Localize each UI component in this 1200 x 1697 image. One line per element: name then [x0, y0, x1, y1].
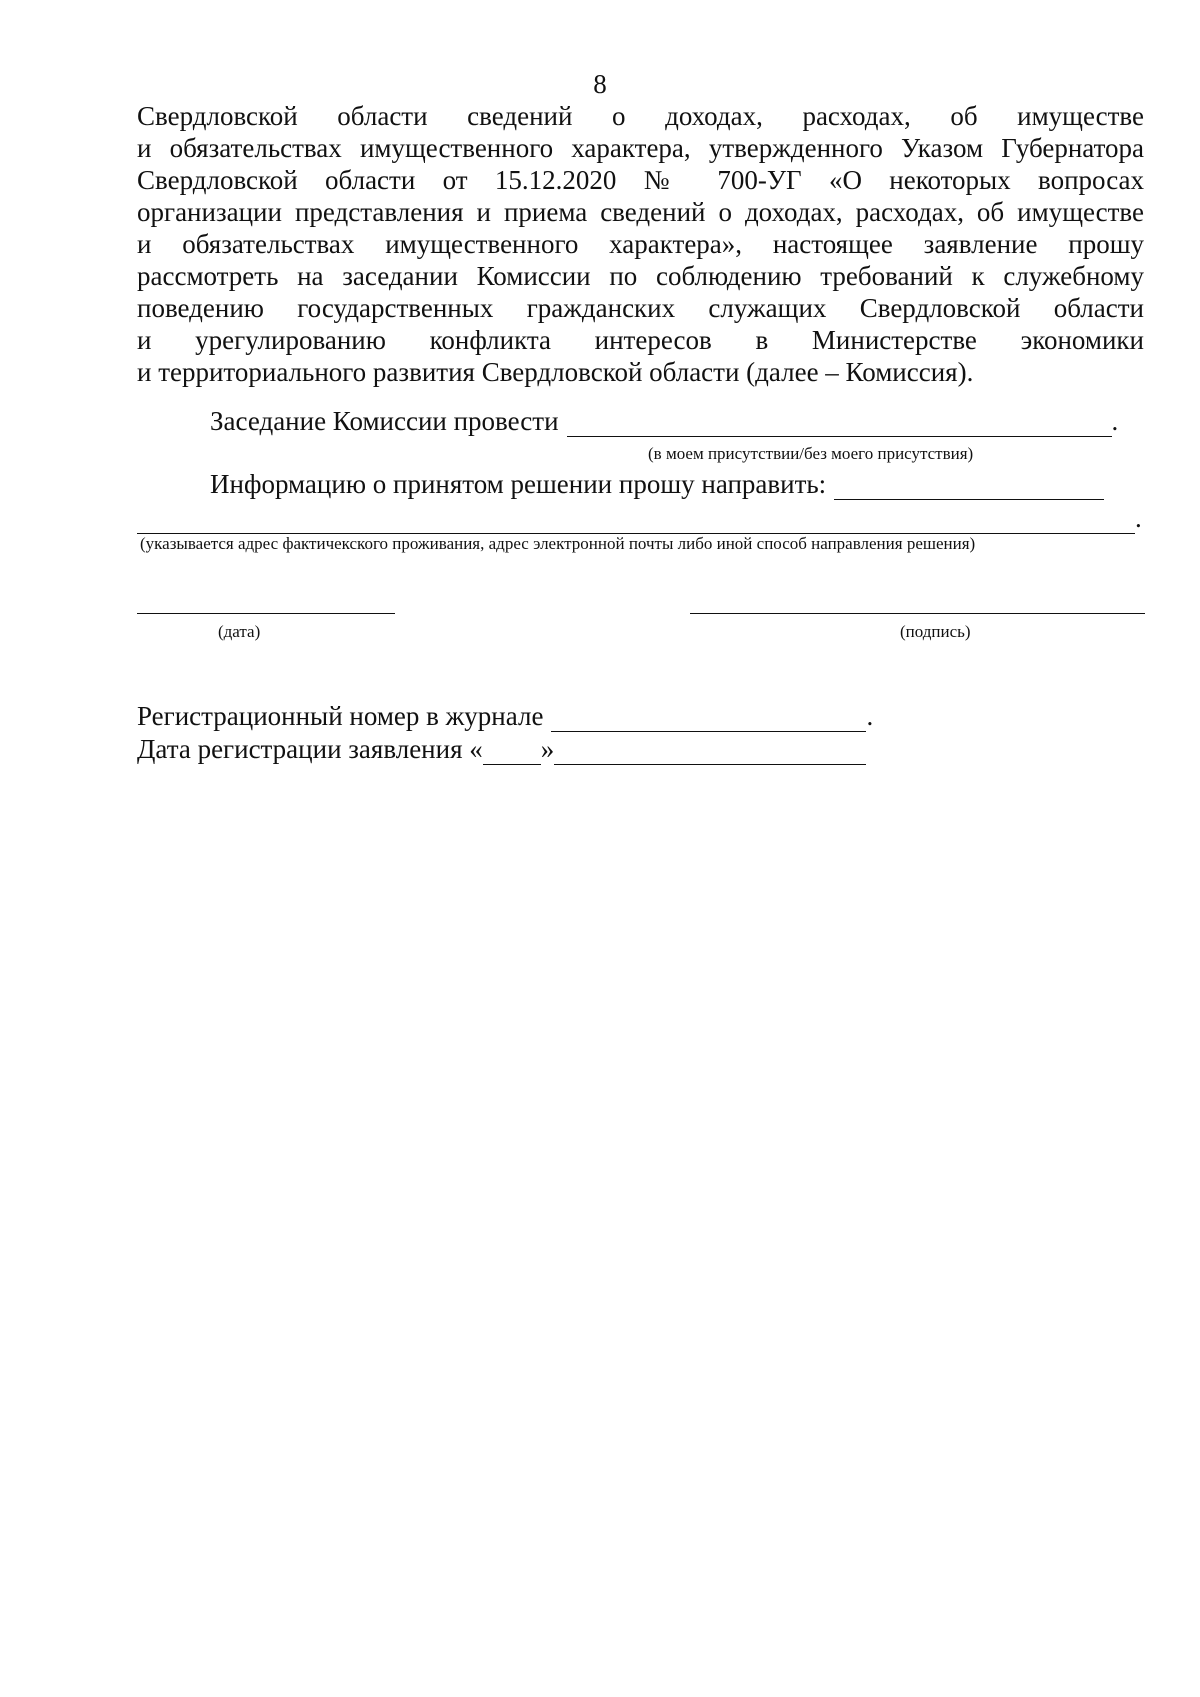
paragraph-line: Свердловской области от 15.12.2020 № 700-УГ «О некоторых вопросах [137, 165, 1144, 195]
registration-day-input[interactable] [483, 740, 541, 765]
registration-number-end-mark: . [866, 701, 874, 731]
meeting-mode-input[interactable] [567, 412, 1112, 437]
paragraph-line: поведению государственных гражданских служащих Свердловской области [137, 293, 1144, 323]
info-address-input[interactable] [834, 475, 1104, 500]
signature-caption: (подпись) [900, 622, 971, 641]
statement-paragraph [137, 100, 1144, 388]
paragraph-line: и урегулированию конфликта интересов в Министерстве экономики [137, 325, 1144, 355]
signature-input-line[interactable] [690, 613, 1145, 614]
paragraph-line: рассмотреть на заседании Комиссии по соблюдению требований к служебному [137, 261, 1144, 291]
info-field [210, 468, 1104, 500]
meeting-hint: (в моем присутствии/без моего присутствия) [648, 444, 974, 463]
paragraph-line: и обязательствах имущественного характера, утвержденного Указом Губернатора [137, 133, 1144, 163]
paragraph-line: и обязательствах имущественного характера», настоящее заявление прошу [137, 229, 1144, 259]
info-field-continued [137, 502, 1142, 534]
info-hint: (указывается адрес фактичекского проживания, адрес электронной почты либо иной способ направления решения) [140, 534, 976, 553]
registration-date-label: Дата регистрации заявления « [137, 734, 483, 764]
registration-number-label: Регистрационный номер в журнале [137, 701, 544, 731]
registration-number-field [137, 700, 873, 732]
paragraph-line: организации представления и приема сведений о доходах, расходах, об имуществе [137, 197, 1144, 227]
registration-date-field [137, 733, 866, 765]
registration-date-close-quote: » [540, 734, 555, 764]
meeting-end-mark: . [1111, 406, 1119, 436]
meeting-field [210, 405, 1118, 437]
info-address-input-line2[interactable] [137, 509, 1135, 534]
registration-number-input[interactable] [551, 707, 866, 732]
page-number: 8 [593, 69, 607, 99]
date-caption: (дата) [218, 622, 261, 641]
paragraph-line: и территориального развития Свердловской области (далее – Комиссия). [137, 357, 974, 387]
date-input-line[interactable] [137, 613, 395, 614]
info-end-mark: . [1135, 503, 1142, 533]
registration-month-year-input[interactable] [554, 740, 866, 765]
meeting-label: Заседание Комиссии провести [210, 406, 559, 436]
info-label: Информацию о принятом решении прошу направить: [210, 469, 827, 499]
paragraph-line: Свердловской области сведений о доходах, расходах, об имуществе [137, 101, 1144, 131]
